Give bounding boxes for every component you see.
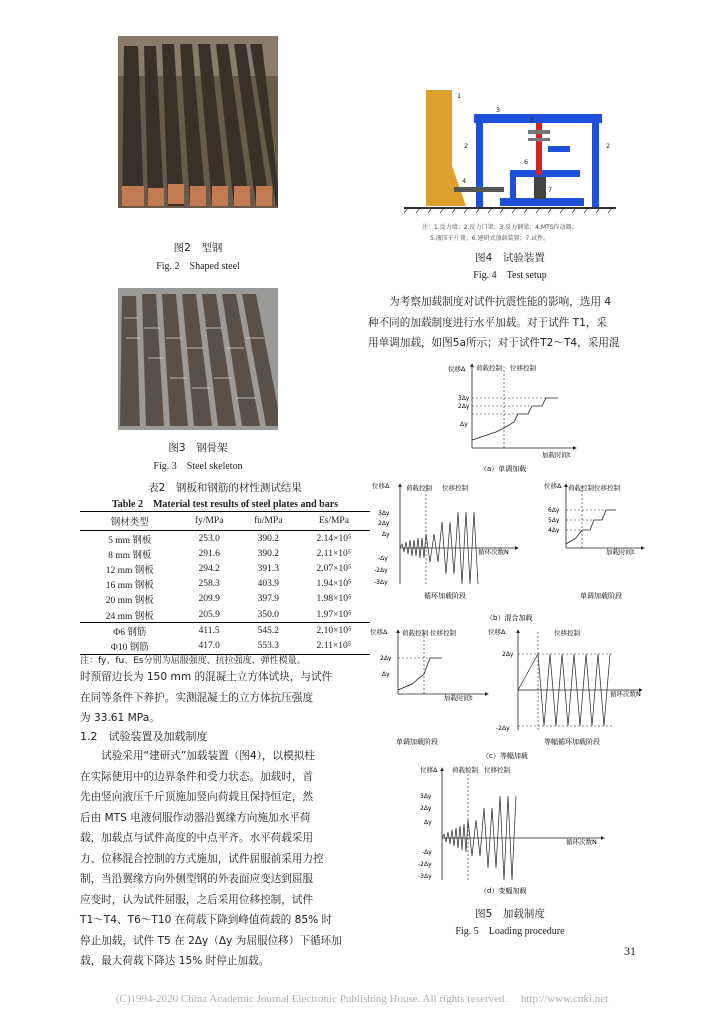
table-cell: 24 mm 钢板 xyxy=(105,611,154,622)
table-cell: 2.11×10⁵ xyxy=(298,638,370,654)
loading-procedure-drawing xyxy=(368,358,648,903)
label-7: 7 xyxy=(548,186,553,194)
fig5b-left-sub: 循环加载阶段 xyxy=(424,592,466,600)
fig5d-tick: -2Δy xyxy=(418,861,432,868)
fig5b-right-force: 荷载控制 xyxy=(568,484,594,492)
table-cell: 397.9 xyxy=(257,594,279,605)
table-cell: 417.0 xyxy=(180,638,239,654)
fig5a-sub: （a）单调加载 xyxy=(480,465,527,473)
table2-note: 注：fy、fu、Es分别为屈服强度、抗拉强度、弹性模量。 xyxy=(80,656,306,666)
fig5d-tick: -Δy xyxy=(422,849,432,856)
specimen xyxy=(534,177,546,199)
fig5b-tick: -2Δy xyxy=(374,567,388,574)
right-text-block xyxy=(368,292,646,354)
fig5d-tick: 3Δy xyxy=(420,793,432,800)
text-line: 试验采用“建研式”加载装置（图4），以模拟柱 xyxy=(80,750,315,762)
fig5c-right-tick: 2Δy xyxy=(502,651,514,658)
text-line: 停止加载，试件 T5 在 2Δy（Δy 为屈服位移）下循环加 xyxy=(80,934,342,947)
fig5b-cycles: 循环次数N xyxy=(478,548,509,556)
table-cell: Φ10 钢筋 xyxy=(80,638,180,654)
fig5a-tick: Δy xyxy=(460,421,468,428)
text-line: 先由竖向液压千斤顶施加竖向荷载且保持恒定，然 xyxy=(80,791,314,803)
label-4: 4 xyxy=(462,177,467,185)
fig5d-tick: -3Δy xyxy=(418,873,432,880)
fig4-note-1: 注：1.反力墙；2.反力门架；3.反力钢梁；4.MTS作动器； xyxy=(422,224,578,231)
fig5b-tick: -3Δy xyxy=(374,579,388,586)
label-6: 6 xyxy=(524,158,529,166)
fig5b-right-axis: 位移Δ xyxy=(544,482,562,490)
fig5b-right-disp: 位移控制 xyxy=(594,484,620,492)
left-text-block-1 xyxy=(80,667,372,729)
table-cell: 16 mm 钢板 xyxy=(105,581,154,592)
copyright-footer: (C)1994-2020 China Academic Journal Electronic Publishing House. All rights reserved. http://www.cnki.net xyxy=(115,993,609,1005)
table-cell: 2.14×10⁵ xyxy=(316,533,352,544)
table-header-fu: fu/MPa xyxy=(239,512,298,531)
text-line: 载，最大荷载下降达 15% 时停止加载。 xyxy=(80,955,270,967)
mts-actuator xyxy=(454,187,504,192)
fig5b-tick: Δy xyxy=(382,531,390,538)
fig5b-axis: 位移Δ xyxy=(372,482,390,490)
text-line: 后由 MTS 电液伺服作动器沿翼缘方向施加水平荷 xyxy=(80,811,311,824)
fig5b-disp: 位移控制 xyxy=(442,484,468,492)
table-row xyxy=(80,561,370,576)
fig5b-tick: 2Δy xyxy=(378,520,390,527)
label-2-right: 2 xyxy=(606,142,611,150)
table-cell: 253.0 xyxy=(198,533,220,544)
table-cell: 20 mm 钢板 xyxy=(105,596,154,607)
fig5c-right-cycles: 循环次数N xyxy=(610,690,641,698)
table-cell: 390.2 xyxy=(257,533,279,544)
fig5b-right-tick: 6Δy xyxy=(548,507,560,514)
table2 xyxy=(80,511,370,655)
fig5b-right-tick: 4Δy xyxy=(548,527,560,534)
label-1: 1 xyxy=(457,92,462,100)
table-cell: 403.9 xyxy=(257,579,279,590)
table-cell: 1.98×10⁵ xyxy=(316,594,352,605)
fig5c-left-time: 加载时间t xyxy=(444,694,473,702)
fig5c-tick: 2Δy xyxy=(380,655,392,662)
fig5-caption-cn: 图5 加载制度 xyxy=(475,908,545,920)
table-row xyxy=(80,592,370,607)
table-cell: 390.2 xyxy=(257,548,279,559)
fig5c-left-sub: 单调加载阶段 xyxy=(396,738,438,746)
fig5b-right-time: 加载时间t xyxy=(606,548,635,556)
table-row xyxy=(80,607,370,623)
fig5b-monotonic xyxy=(486,481,644,622)
fig5b-tick: 3Δy xyxy=(378,510,390,517)
text-line: 为 33.61 MPa。 xyxy=(80,712,160,724)
table-cell: 411.5 xyxy=(180,623,239,639)
text-line: 载，加载点与试件高度的中点平齐。水平荷载采用 xyxy=(80,832,314,844)
fig5b-cyclic xyxy=(372,481,518,600)
fig4-note-2: 5.液压千斤顶；6.建研式加载装置；7.试件。 xyxy=(430,235,550,242)
fig4-diagram xyxy=(400,86,620,246)
text-line: 在实际使用中的边界条件和受力状态。加载时，首 xyxy=(80,770,314,783)
fig5d-variable xyxy=(418,765,604,895)
text-line: 时预留边长为 150 mm 的混凝土立方体试块，与试件 xyxy=(80,671,333,683)
text-line: 应变时，认为试件屈服，之后采用位移控制，试件 xyxy=(80,893,314,906)
fig5d-disp: 位移控制 xyxy=(484,766,510,774)
fig5a-axis: 位移Δ xyxy=(448,365,466,373)
text-line: 制，当沿翼缘方向外侧型钢的外表面应变达到屈服 xyxy=(80,873,314,885)
table-header-fy: fy/MPa xyxy=(180,512,239,531)
fig5c-force: 荷载控制 xyxy=(402,629,428,637)
text-line: 为考察加载制度对试件抗震性能的影响，选用 4 xyxy=(368,296,612,308)
fig5a-disp: 位移控制 xyxy=(510,364,536,372)
table-cell: Φ6 钢筋 xyxy=(80,623,180,639)
fig2-caption-cn: 图2 型钢 xyxy=(173,242,223,254)
text-line: 种不同的加载制度进行水平加载。对于试件 T1，采 xyxy=(368,316,608,329)
fig5a-tick: 2Δy xyxy=(458,403,470,410)
fig2-photo xyxy=(118,36,278,208)
fig4-caption-en: Fig. 4 Test setup xyxy=(473,270,547,281)
fig3-photo xyxy=(118,288,278,430)
fig5c-disp: 位移控制 xyxy=(430,629,456,637)
fig5a-force: 荷载控制 xyxy=(476,364,502,372)
table-cell: 258.3 xyxy=(198,579,220,590)
table-cell: 1.94×10⁵ xyxy=(316,579,352,590)
fig5c-monotonic xyxy=(370,627,488,746)
table-row xyxy=(80,531,370,547)
fig5b-right-tick: 5Δy xyxy=(548,517,560,524)
fig5c-tick: Δy xyxy=(382,671,390,678)
fig5d-sub: （d）变幅加载 xyxy=(480,887,527,895)
table-cell: 205.9 xyxy=(198,609,220,620)
fig2-caption-en: Fig. 2 Shaped steel xyxy=(156,261,240,272)
table-cell: 8 mm 钢板 xyxy=(108,550,152,561)
fig5d-cycles: 循环次数N xyxy=(566,838,597,846)
fig5d-axis: 位移Δ xyxy=(420,766,438,774)
fig5c-cyclic xyxy=(482,627,642,760)
fig5a-time: 加载时间t xyxy=(542,451,571,459)
page-number: 31 xyxy=(624,944,636,958)
reaction-wall xyxy=(426,90,452,206)
fig5d-tick: 2Δy xyxy=(420,805,432,812)
table-row xyxy=(80,623,370,639)
table-cell: 2.07×10⁵ xyxy=(316,563,352,574)
label-5: 5 xyxy=(530,116,535,124)
fig5c-axis: 位移Δ xyxy=(370,628,388,636)
fig4-caption-cn: 图4 试验装置 xyxy=(475,252,545,264)
fig5c-right-axis: 位移Δ xyxy=(488,628,506,636)
table-row xyxy=(80,577,370,592)
table-cell: 2.10×10⁵ xyxy=(298,623,370,639)
table-cell: 294.2 xyxy=(198,563,220,574)
fig5a-monotonic xyxy=(448,363,576,473)
table-cell: 391.3 xyxy=(257,563,279,574)
fig3-caption-cn: 图3 钢骨架 xyxy=(168,442,228,454)
fig5c-right-tick: -2Δy xyxy=(496,725,510,732)
table-header-es: Es/MPa xyxy=(298,512,370,531)
table-cell: 545.2 xyxy=(239,623,298,639)
table2-title-cn: 表2 钢板和钢筋的材性测试结果 xyxy=(148,482,302,494)
fig5b-tick: -Δy xyxy=(378,555,388,562)
table-header-type: 钢材类型 xyxy=(80,512,180,531)
table-cell: 2.11×10⁵ xyxy=(316,548,352,559)
fig3-caption-en: Fig. 3 Steel skeleton xyxy=(153,461,243,472)
fig5a-tick: 3Δy xyxy=(458,395,470,402)
table-row xyxy=(80,546,370,561)
fig5b-right-sub: 单调加载阶段 xyxy=(580,592,622,600)
fig5d-tick: Δy xyxy=(424,819,432,826)
table-cell: 209.9 xyxy=(198,594,220,605)
text-line: T1～T4、T6～T10 在荷载下降到峰值荷载的 85% 时 xyxy=(80,914,333,926)
text-line: 力、位移混合控制的方式施加，试件屈服前采用力控 xyxy=(80,852,324,865)
table-cell: 12 mm 钢板 xyxy=(105,565,154,576)
table-cell: 291.6 xyxy=(198,548,220,559)
table-cell: 5 mm 钢板 xyxy=(108,535,152,546)
table2-title-en: Table 2 Material test results of steel plates and bars xyxy=(111,499,339,510)
left-text-block-2 xyxy=(80,746,372,972)
table-row xyxy=(80,638,370,654)
fig5c-right-sub: 等幅循环加载阶段 xyxy=(544,738,600,746)
text-line: 在同等条件下养护。实测混凝土的立方体抗压强度 xyxy=(80,691,314,704)
text-line: 用单调加载，如图5a所示；对于试件T2～T4，采用混 xyxy=(368,337,620,349)
label-3: 3 xyxy=(496,106,501,114)
fig5-diagrams xyxy=(368,358,648,903)
fig5b-force: 荷载控制 xyxy=(406,484,432,492)
table-cell: 1.97×10⁵ xyxy=(316,609,352,620)
table-cell: 350.0 xyxy=(257,609,279,620)
label-2-left: 2 xyxy=(464,142,469,150)
fig5c-right-disp: 位移控制 xyxy=(554,629,580,637)
fig5-caption-en: Fig. 5 Loading procedure xyxy=(455,926,565,937)
steel-skeleton-image xyxy=(118,288,278,430)
table-cell: 553.3 xyxy=(239,638,298,654)
fig5d-force: 荷载控制 xyxy=(452,766,478,774)
test-setup-drawing xyxy=(400,86,620,246)
shaped-steel-image xyxy=(118,36,278,208)
section-heading: 1.2 试验装置及加载制度 xyxy=(80,730,208,743)
fig5b-sub: （b）混合加载 xyxy=(486,614,533,622)
fig5c-sub: （c）等幅加载 xyxy=(482,752,528,760)
